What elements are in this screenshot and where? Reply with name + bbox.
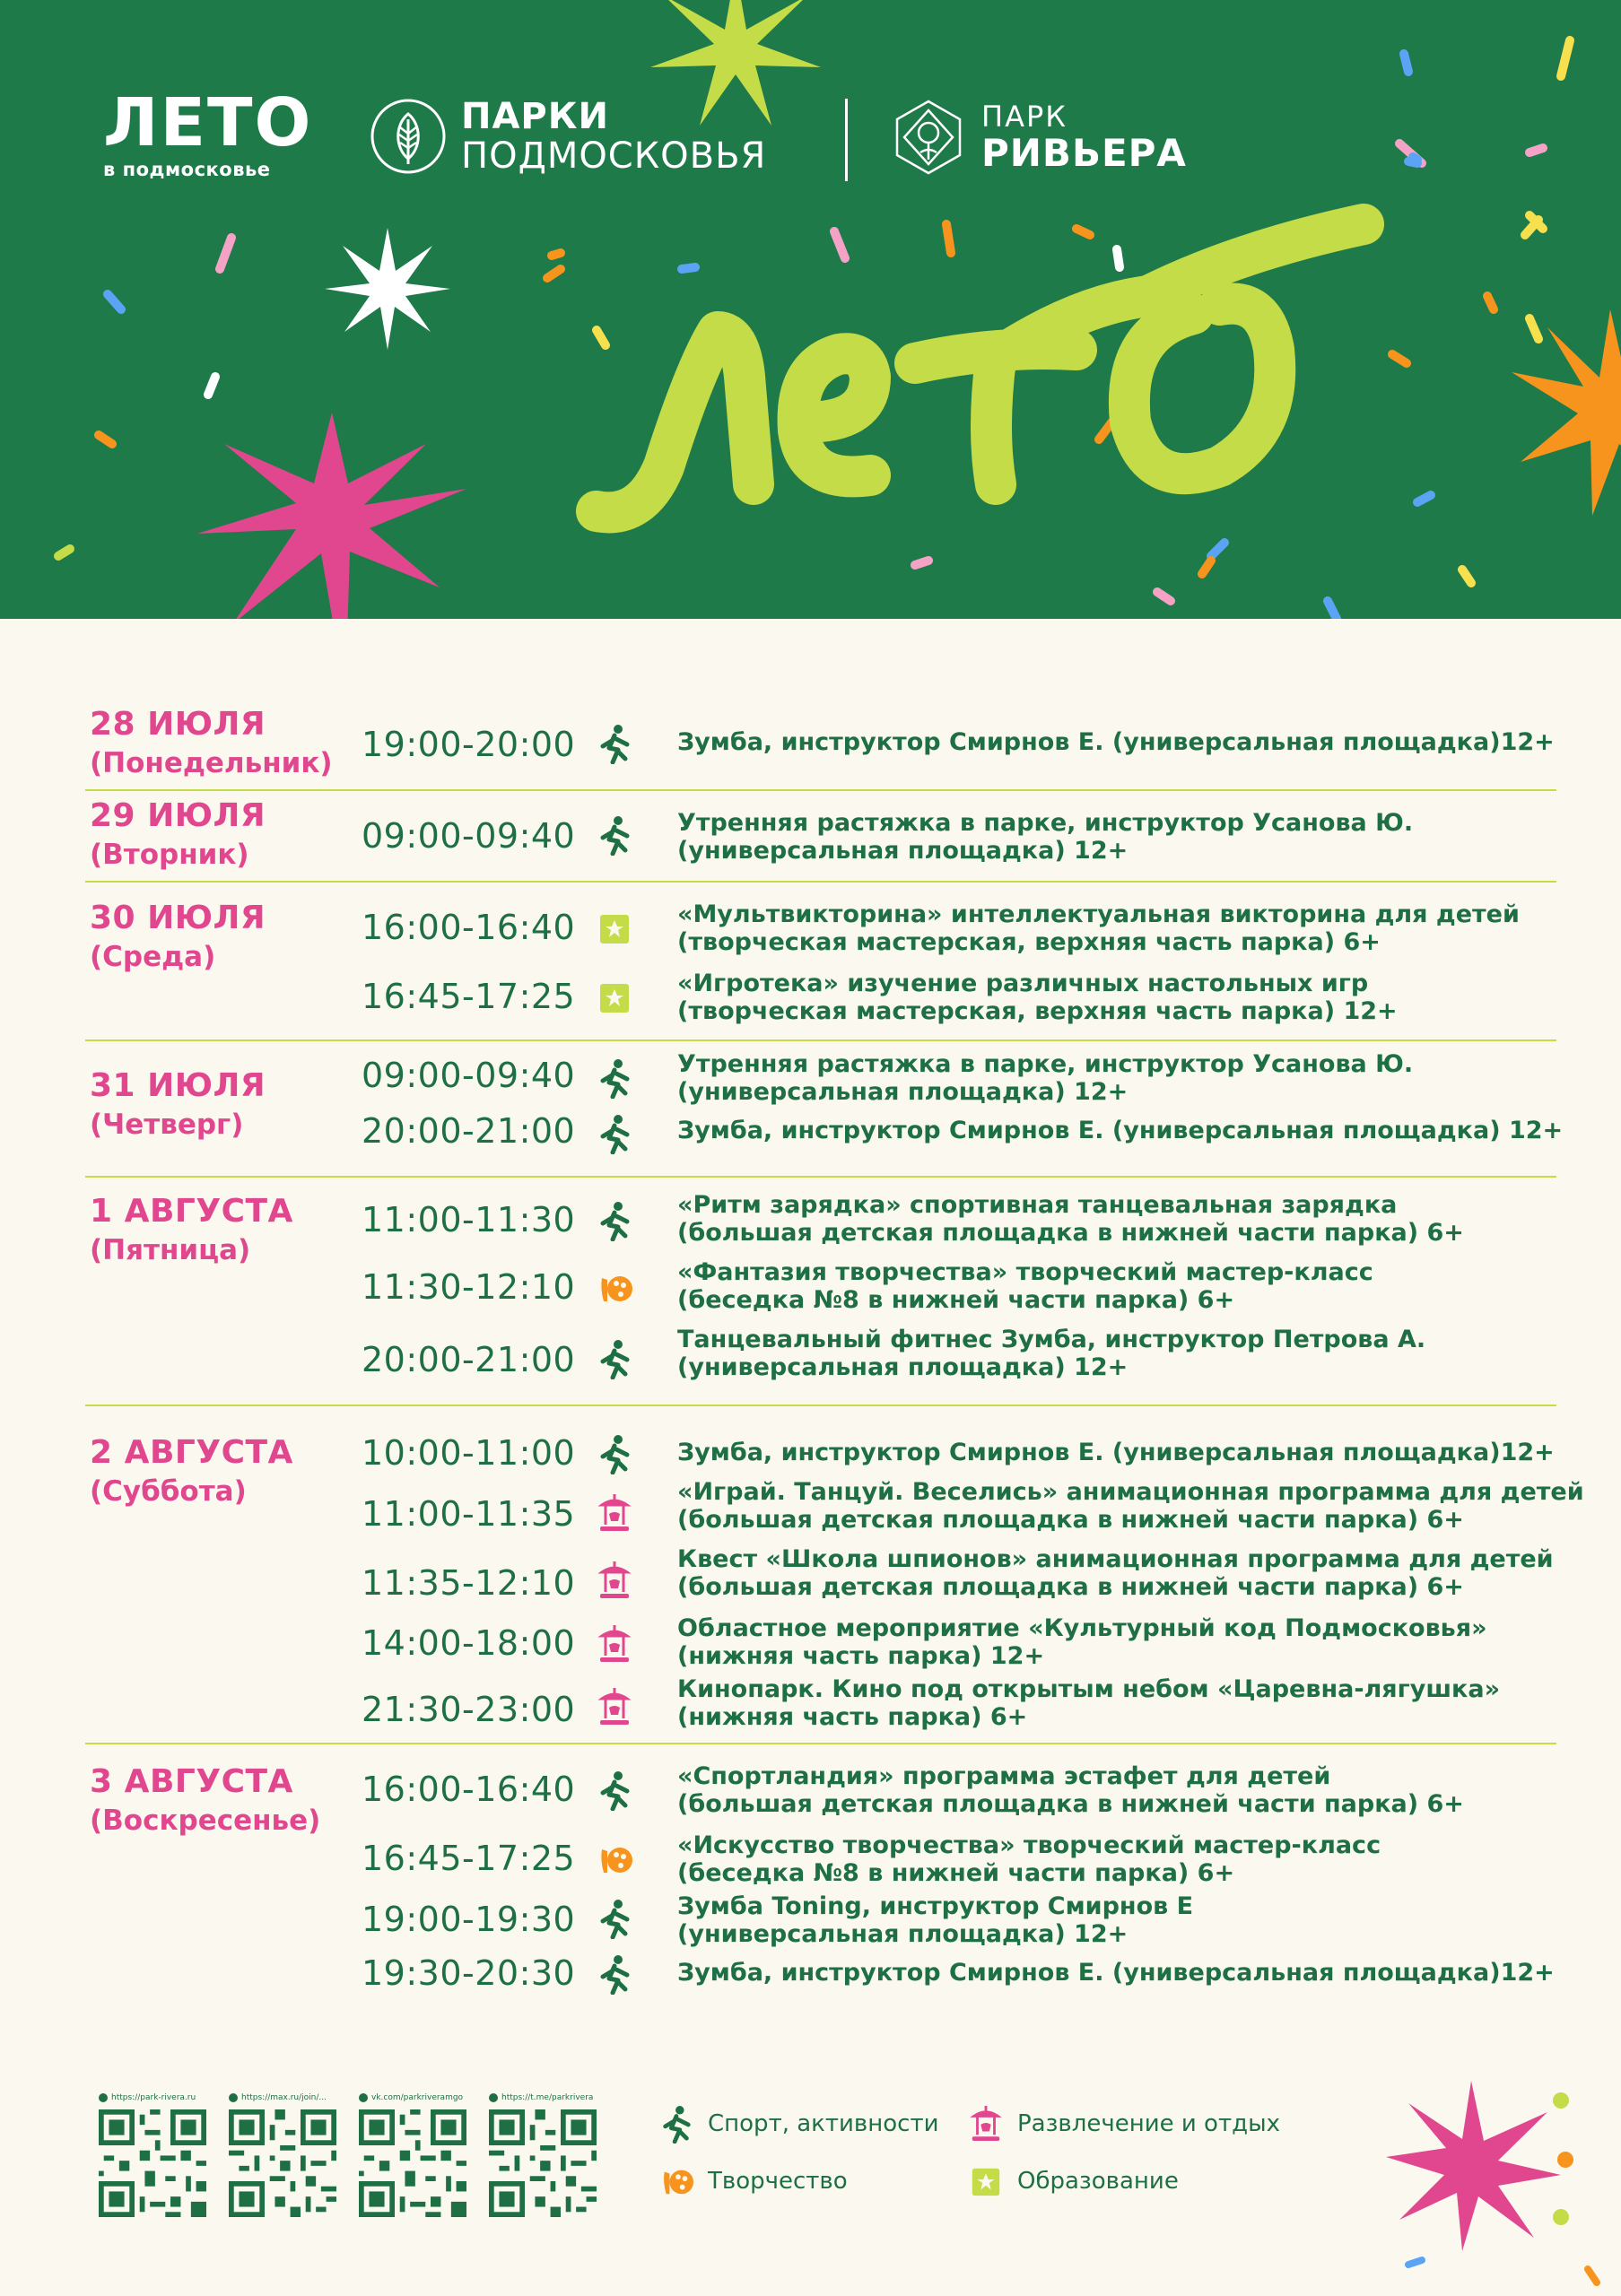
qr-url: vk.com/parkriveramgo bbox=[371, 2093, 464, 2102]
footer-confetti bbox=[1373, 2063, 1621, 2296]
riviera-emblem-icon bbox=[888, 97, 969, 178]
qr-url: https://park-rivera.ru bbox=[111, 2093, 196, 2102]
event-description bbox=[677, 1675, 1583, 1731]
qr-code bbox=[229, 2109, 336, 2217]
event-line2: (нижняя часть парка) 12+ bbox=[677, 1642, 1045, 1670]
day-weekday: (Понедельник) bbox=[90, 747, 333, 779]
legend-entertainment bbox=[969, 2104, 1280, 2144]
event-line1: Утренняя растяжка в парке, инструктор Усанова Ю. bbox=[677, 1050, 1414, 1078]
event-line1: Зумба, инструктор Смирнов Е. (универсальная площадка) 12+ bbox=[677, 1117, 1564, 1144]
event-line1: Зумба, инструктор Смирнов Е. (универсальная площадка)12+ bbox=[677, 1439, 1555, 1466]
sport-icon bbox=[597, 1433, 632, 1474]
day-block bbox=[85, 1178, 1556, 1406]
event-description bbox=[677, 970, 1583, 1025]
qr-max[interactable] bbox=[229, 2092, 342, 2221]
leto-logo-word: ЛЕТО bbox=[103, 84, 313, 161]
sport-icon bbox=[597, 723, 632, 764]
event-line2: (беседка №8 в нижней части парка) 6+ bbox=[677, 1859, 1235, 1887]
day-date: 30 ИЮЛЯ bbox=[90, 900, 266, 936]
sport-icon bbox=[597, 1898, 632, 1939]
footer bbox=[0, 2063, 1621, 2296]
event-line2: (универсальная площадка) 12+ bbox=[677, 837, 1129, 865]
entertainment-icon bbox=[597, 1686, 632, 1727]
event-line1: Квест «Школа шпионов» анимационная программа для детей bbox=[677, 1545, 1554, 1573]
day-weekday: (Среда) bbox=[90, 941, 216, 973]
day-block bbox=[85, 883, 1556, 1041]
day-weekday: (Пятница) bbox=[90, 1234, 251, 1266]
logo-divider bbox=[845, 99, 848, 181]
entertainment-icon bbox=[597, 1560, 632, 1601]
day-weekday: (Суббота) bbox=[90, 1475, 247, 1508]
event-description bbox=[677, 1439, 1583, 1466]
day-date: 29 ИЮЛЯ bbox=[90, 797, 266, 834]
event-description bbox=[677, 1117, 1583, 1144]
globe-icon bbox=[99, 2093, 108, 2102]
entertainment-icon bbox=[597, 1623, 632, 1665]
vk-icon bbox=[359, 2093, 368, 2102]
legend-label: Спорт, активности bbox=[708, 2110, 939, 2137]
event-time: 16:45-17:25 bbox=[362, 977, 576, 1016]
day-weekday: (Четверг) bbox=[90, 1109, 244, 1141]
sport-icon bbox=[597, 1113, 632, 1154]
sport-icon bbox=[597, 814, 632, 856]
day-date: 1 АВГУСТА bbox=[90, 1193, 293, 1230]
event-line2: (творческая мастерская, верхняя часть парка) 12+ bbox=[677, 997, 1398, 1025]
day-weekday: (Воскресенье) bbox=[90, 1805, 321, 1837]
day-date: 28 ИЮЛЯ bbox=[90, 706, 266, 743]
day-date: 3 АВГУСТА bbox=[90, 1763, 293, 1800]
event-description bbox=[677, 1762, 1583, 1818]
event-time: 11:30-12:10 bbox=[362, 1267, 576, 1307]
qr-vk[interactable] bbox=[359, 2092, 472, 2221]
qr-telegram[interactable] bbox=[489, 2092, 602, 2221]
legend-education bbox=[969, 2161, 1179, 2201]
hero-leto-lettering bbox=[574, 197, 1471, 592]
event-time: 20:00-21:00 bbox=[362, 1340, 576, 1379]
day-label bbox=[90, 705, 333, 782]
day-weekday: (Вторник) bbox=[90, 839, 249, 871]
day-label bbox=[90, 1762, 320, 1839]
qr-url: https://max.ru/join/... bbox=[241, 2093, 327, 2102]
event-time: 16:00-16:40 bbox=[362, 908, 576, 947]
event-line1: Зумба Toning, инструктор Смирнов Е bbox=[677, 1892, 1194, 1920]
event-line1: Танцевальный фитнес Зумба, инструктор Петрова А. bbox=[677, 1326, 1426, 1353]
creativity-icon bbox=[597, 1839, 632, 1880]
event-description bbox=[677, 900, 1583, 956]
event-time: 16:45-17:25 bbox=[362, 1839, 576, 1878]
event-line2: (универсальная площадка) 12+ bbox=[677, 1920, 1129, 1948]
event-description bbox=[677, 1831, 1583, 1887]
day-label bbox=[90, 796, 266, 874]
sport-icon bbox=[597, 1338, 632, 1379]
entertainment-icon bbox=[597, 1492, 632, 1534]
legend-sport bbox=[659, 2104, 939, 2144]
event-line2: (большая детская площадка в нижней части парка) 6+ bbox=[677, 1506, 1464, 1534]
sport-icon bbox=[597, 1770, 632, 1811]
day-label bbox=[90, 1066, 266, 1144]
max-icon bbox=[229, 2093, 238, 2102]
event-line2: (беседка №8 в нижней части парка) 6+ bbox=[677, 1286, 1235, 1314]
event-line1: Зумба, инструктор Смирнов Е. (универсальная площадка)12+ bbox=[677, 728, 1555, 756]
event-line1: Утренняя растяжка в парке, инструктор Усанова Ю. bbox=[677, 809, 1414, 837]
education-icon bbox=[597, 908, 632, 949]
qr-code bbox=[489, 2109, 597, 2217]
qr-website[interactable] bbox=[99, 2092, 212, 2221]
event-line1: «Мультвикторина» интеллектуальная викторина для детей bbox=[677, 900, 1520, 928]
event-time: 21:30-23:00 bbox=[362, 1690, 576, 1729]
sport-icon bbox=[597, 1200, 632, 1241]
event-time: 11:00-11:35 bbox=[362, 1494, 576, 1534]
event-time: 09:00-09:40 bbox=[362, 816, 576, 856]
creativity-icon bbox=[659, 2161, 693, 2201]
day-label bbox=[90, 1433, 293, 1510]
day-date: 31 ИЮЛЯ bbox=[90, 1067, 266, 1104]
day-block bbox=[85, 1406, 1584, 1744]
legend-creativity bbox=[659, 2161, 848, 2201]
event-line2: (творческая мастерская, верхняя часть парка) 6+ bbox=[677, 928, 1381, 956]
sport-icon bbox=[659, 2104, 693, 2144]
event-time: 10:00-11:00 bbox=[362, 1433, 576, 1473]
day-label bbox=[90, 1192, 293, 1269]
event-description bbox=[677, 728, 1583, 756]
event-line2: (большая детская площадка в нижней части парка) 6+ bbox=[677, 1219, 1464, 1247]
event-line1: «Спортландия» программа эстафет для детей bbox=[677, 1762, 1331, 1790]
parks-logo-line2: ПОДМОСКОВЬЯ bbox=[461, 135, 767, 177]
event-time: 09:00-09:40 bbox=[362, 1056, 576, 1095]
event-description bbox=[677, 809, 1583, 865]
qr-code bbox=[99, 2109, 206, 2217]
event-line1: «Ритм зарядка» спортивная танцевальная зарядка bbox=[677, 1191, 1398, 1219]
event-line2: (универсальная площадка) 12+ bbox=[677, 1078, 1129, 1106]
sport-icon bbox=[597, 1057, 632, 1099]
event-description bbox=[677, 1326, 1583, 1381]
event-time: 11:00-11:30 bbox=[362, 1200, 576, 1239]
leto-podmoskovye-logo bbox=[103, 84, 313, 181]
event-line2: (большая детская площадка в нижней части парка) 6+ bbox=[677, 1573, 1464, 1601]
telegram-icon bbox=[489, 2093, 498, 2102]
day-block bbox=[85, 691, 1556, 791]
education-icon bbox=[597, 977, 632, 1018]
leaf-icon bbox=[370, 98, 447, 175]
qr-url: https://t.me/parkrivera bbox=[501, 2093, 594, 2102]
day-date: 2 АВГУСТА bbox=[90, 1434, 293, 1471]
riviera-logo-line2: РИВЬЕРА bbox=[981, 131, 1187, 175]
event-line1: «Играй. Танцуй. Веселись» анимационная программа для детей bbox=[677, 1478, 1584, 1506]
event-time: 16:00-16:40 bbox=[362, 1770, 576, 1809]
event-line1: Кинопарк. Кино под открытым небом «Царевна-лягушка» bbox=[677, 1675, 1501, 1703]
legend-label: Развлечение и отдых bbox=[1017, 2110, 1280, 2137]
header-banner bbox=[0, 0, 1621, 619]
qr-code bbox=[359, 2109, 466, 2217]
event-description bbox=[677, 1258, 1583, 1314]
event-description bbox=[677, 1050, 1583, 1106]
entertainment-icon bbox=[969, 2104, 1003, 2144]
event-line1: «Фантазия творчества» творческий мастер-класс bbox=[677, 1258, 1373, 1286]
event-description bbox=[677, 1191, 1583, 1247]
day-label bbox=[90, 899, 266, 976]
creativity-icon bbox=[597, 1267, 632, 1309]
event-line1: Областное мероприятие «Культурный код Подмосковья» bbox=[677, 1614, 1487, 1642]
event-time: 19:00-20:00 bbox=[362, 725, 576, 764]
event-line1: Зумба, инструктор Смирнов Е. (универсальная площадка)12+ bbox=[677, 1959, 1555, 1987]
riviera-logo-line1: ПАРК bbox=[981, 100, 1068, 134]
parks-logo-line1: ПАРКИ bbox=[461, 96, 609, 137]
event-time: 11:35-12:10 bbox=[362, 1563, 576, 1603]
event-time: 19:30-20:30 bbox=[362, 1953, 576, 1993]
day-block bbox=[85, 791, 1556, 883]
event-description bbox=[677, 1545, 1583, 1601]
event-time: 19:00-19:30 bbox=[362, 1900, 576, 1939]
education-icon bbox=[969, 2161, 1003, 2201]
event-time: 14:00-18:00 bbox=[362, 1623, 576, 1663]
event-line1: «Искусство творчества» творческий мастер-класс bbox=[677, 1831, 1381, 1859]
park-riviera-logo bbox=[888, 97, 1187, 178]
leto-logo-subtitle: в подмосковье bbox=[103, 159, 271, 180]
event-line2: (универсальная площадка) 12+ bbox=[677, 1353, 1129, 1381]
event-line2: (нижняя часть парка) 6+ bbox=[677, 1703, 1028, 1731]
parks-podmoskovya-logo bbox=[370, 97, 766, 176]
schedule bbox=[85, 691, 1584, 2013]
event-description bbox=[677, 1614, 1583, 1670]
event-description bbox=[677, 1959, 1583, 1987]
event-description bbox=[677, 1892, 1583, 1948]
day-block bbox=[85, 1041, 1564, 1178]
event-time: 20:00-21:00 bbox=[362, 1111, 576, 1151]
event-line1: «Игротека» изучение различных настольных игр bbox=[677, 970, 1369, 997]
day-block bbox=[85, 1744, 1556, 2013]
legend-label: Творчество bbox=[708, 2168, 848, 2195]
event-line2: (большая детская площадка в нижней части парка) 6+ bbox=[677, 1790, 1464, 1818]
event-description bbox=[677, 1478, 1583, 1534]
sport-icon bbox=[597, 1953, 632, 1995]
legend-label: Образование bbox=[1017, 2168, 1179, 2195]
